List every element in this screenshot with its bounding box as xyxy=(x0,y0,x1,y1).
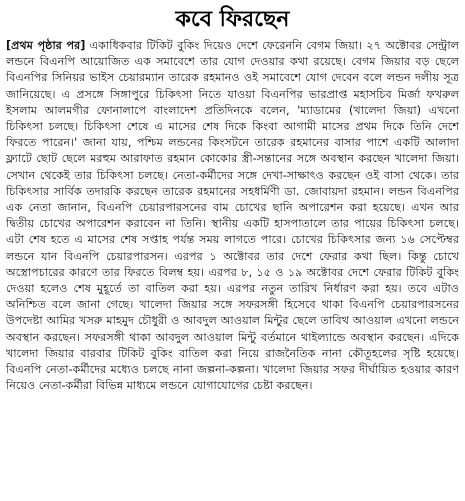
article-body xyxy=(6,38,459,394)
article-text: একাধিকবার টিকিট বুকিং দিয়েও দেশে ফেরেননি বেগম জিয়া। ২৭ অক্টোবর সেন্ট্রাল লন্ডনে বিএনপি আয়োজিত এক সমাবেশে তার যোগ দেওয়ার কথা রয়েছে। বেগম জিয়ার বড় ছেলে বিএনপির সিনিয়র ভাইস চেয়ারম্যান তারেক রহমানও ওই সমাবেশে যোগ দেবেন বলে লন্ডন দলীয় সূত্র জানিয়েছে। এ প্রসঙ্গে সিঙ্গাপুরে চিকিৎসা নিতে যাওয়া বিএনপির ভারপ্রাপ্ত মহাসচিব মির্জা ফখরুল ইসলাম আলমগীর ফোনালাপে বাংলাদেশ প্রতিদিনকে বলেন, 'ম্যাডামের (খালেদা জিয়া) এখনো চিকিৎসা চলছে। চিকিৎসা শেষে এ মাসের শেষ দিকে কিংবা আগামী মাসের প্রথম দিকে তিনি দেশে ফিরতে পারেন।' জানা যায়, পশ্চিম লন্ডনের কিংসটনে তারেক রহমানের বাসার পাশে একটি আলাদা ফ্ল্যাটে ছোট ছেলে মরহুম আরাফাত রহমান কোকোর স্ত্রী-সন্তানের সঙ্গে অবস্থান করছেন খালেদা জিয়া। সেখান থেকেই তার চিকিৎসা চলছে। নেতা-কর্মীদের সঙ্গে দেখা-সাক্ষাৎও করছেন ওই বাসা থেকে। তার চিকিৎসার সার্বিক তদারকি করছেন তারেক রহমানের সহধর্মিণী ডা. জোবায়দা রহমান। লন্ডন বিএনপির এক নেতা জানান, বিএনপি চেয়ারপারসনের বাম চোখের ছানি অপারেশন করা হয়েছে। এখন আর দ্বিতীয় চোখের অপারেশন করাবেন না তিনি। স্থানীয় একটি হাসপাতালে তার পায়ের চিকিৎসা চলছে। এটা শেষ হতে এ মাসের শেষ সপ্তাহ পর্যন্ত সময় লাগতে পারে। চোখের চিকিৎসার জন্য ১৬ সেপ্টেম্বর লন্ডনে যান বিএনপি চেয়ারপারসন। এরপর ১ অক্টোবর তার দেশে ফেরার কথা ছিল। কিন্তু চোখে অস্ত্রোপচারের কারণে তার ফিরতে বিলম্ব হয়। এরপর ৮, ১৫ ও ১৯ অক্টোবর দেশে ফেরার টিকিট বুকিং দেওয়া হলেও শেষ মুহূর্তে তা বাতিল করা হয়। এরপর নতুন তারিখ নির্ধারণ করা হয়। তবে এটাও অনিশ্চিত বলে জানা গেছে। খালেদা জিয়ার সঙ্গে সফরসঙ্গী হিসেবে থাকা বিএনপি চেয়ারপারসনের উপদেষ্টা আমির খসরু মাহমুদ চৌধুরী ও আবদুল আওয়াল মিন্টুর ছেলে তাবিথ আওয়াল এখনো লন্ডনে অবস্থান করছেন। সফরসঙ্গী থাকা আবদুল আওয়াল মিন্টু বর্তমানে থাইল্যান্ডে অবস্থান করছেন। এদিকে খালেদা জিয়ার বারবার টিকিট বুকিং বাতিল করা নিয়ে রাজনৈতিক নানা কৌতূহলের সৃষ্টি হয়েছে। বিএনপি নেতা-কর্মীদের মধ্যেও চলছে নানা জল্পনা-কল্পনা। খালেদা জিয়ার সফর দীর্ঘায়িত হওয়ার কারণ নিয়েও নেতা-কর্মীরা বিভিন্ন মাধ্যমে লন্ডনে যোগাযোগের চেষ্টা করছেন। xyxy=(6,39,459,393)
continued-from-front-page-label: [প্রথম পৃষ্ঠার পর] xyxy=(6,39,86,52)
headline: কবে ফিরছেন xyxy=(175,6,290,32)
